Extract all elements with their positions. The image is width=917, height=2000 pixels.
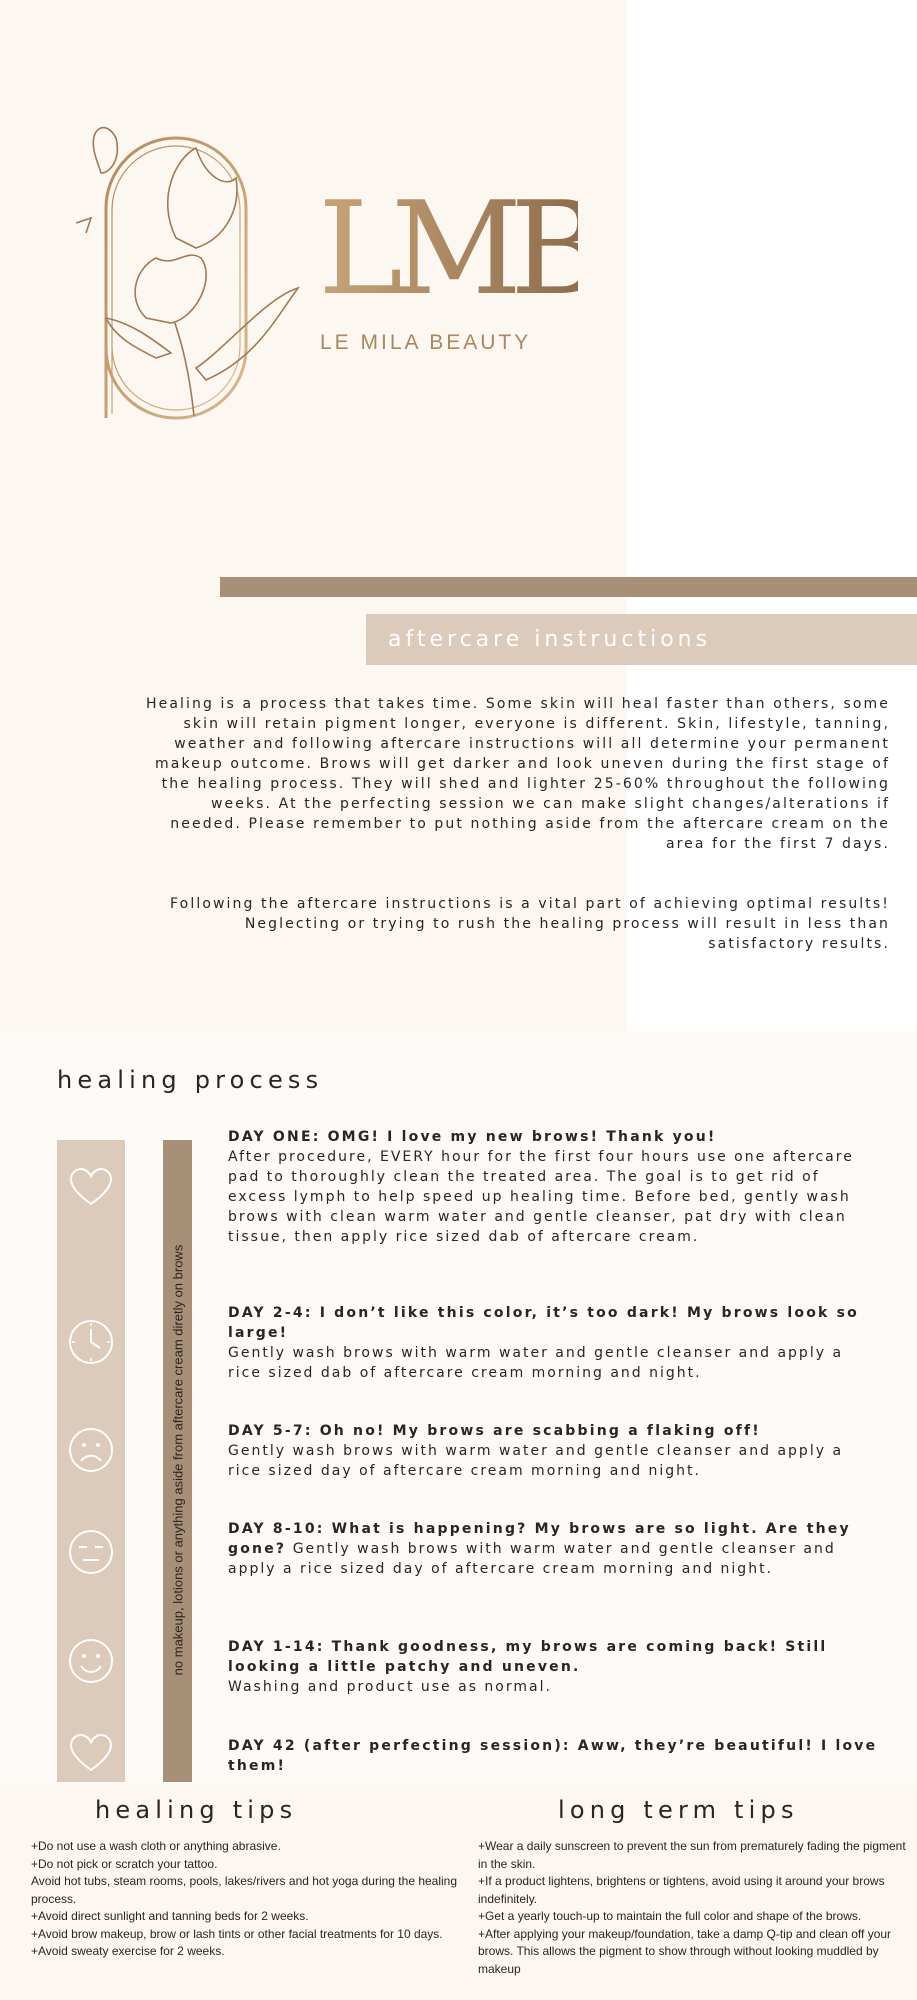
day-2-title: DAY 2-4: I don’t like this color, it’s too dark! My brows look so large! bbox=[228, 1305, 859, 1341]
day-5-title: DAY 1-14: Thank goodness, my brows are coming back! Still looking a little patchy and uneven. bbox=[228, 1639, 828, 1675]
day-5-entry bbox=[228, 1637, 880, 1697]
brand-monogram: LMB bbox=[318, 175, 593, 324]
list-item: +After applying your makeup/foundation, take a damp Q-tip and clean off your brows. This allows the pigment to show through without looking muddled by makeup bbox=[478, 1926, 892, 1976]
list-item: +Get a yearly touch-up to maintain the full color and shape of the brows. bbox=[478, 1909, 862, 1923]
day-3-title: DAY 5-7: Oh no! My brows are scabbing a flaking off! bbox=[228, 1423, 761, 1439]
day-4-title: DAY 8-10: What is happening? My brows are so light. Are they gone? bbox=[228, 1521, 851, 1557]
day-1-entry bbox=[228, 1127, 880, 1247]
list-item: +Do not use a wash cloth or anything abrasive. bbox=[31, 1839, 281, 1853]
intro-paragraph-2: Following the aftercare instructions is a vital part of achieving optimal results! Neglecting or trying to rush the healing process will result in less than satisfactory results. bbox=[170, 896, 890, 952]
page-title: aftercare instructions bbox=[366, 614, 917, 665]
clock-icon bbox=[67, 1318, 115, 1366]
day-5-text: Washing and product use as normal. bbox=[228, 1679, 552, 1695]
day-2-text: Gently wash brows with warm water and gentle cleanser and apply a rice sized dab of aftercare cream morning and night. bbox=[228, 1345, 844, 1381]
brand-name: LE MILA BEAUTY bbox=[320, 331, 532, 354]
day-2-entry bbox=[228, 1303, 880, 1383]
list-item: +If a product lightens, brightens or tightens, avoid using it around your brows indefinitely. bbox=[478, 1874, 885, 1906]
healing-tips-list bbox=[31, 1838, 461, 1961]
day-6-entry bbox=[228, 1736, 880, 1776]
side-note-text: no makeup, lotions or anything aside from aftercare cream diretly on brows bbox=[170, 1244, 186, 1676]
list-item: +Wear a daily sunscreen to prevent the sun from prematurely fading the pigment in the skin. bbox=[478, 1839, 906, 1871]
intro-paragraph-1: Healing is a process that takes time. Some skin will heal faster than others, some skin will retain pigment longer, everyone is different. Skin, lifestyle, tanning, weather and following aftercare instructions will all determine your permanent makeup outcome. Brows will get darker and look uneven during the first stage of the healing process. They will shed and lighter 25-60% throughout the following weeks. At the perfecting session we can make slight changes/alterations if needed. Please remember to put nothing aside from the aftercare cream on the area for the first 7 days. bbox=[146, 696, 890, 852]
list-item: Avoid hot tubs, steam rooms, pools, lakes/rivers and hot yoga during the healing process. bbox=[31, 1874, 458, 1906]
floral-logo-icon bbox=[76, 118, 308, 440]
list-item: +Avoid brow makeup, brow or lash tints or other facial treatments for 10 days. bbox=[31, 1926, 443, 1941]
heart-icon bbox=[67, 1164, 115, 1212]
sad-face-icon bbox=[67, 1426, 115, 1474]
list-item: +Avoid direct sunlight and tanning beds for 2 weeks. bbox=[31, 1909, 309, 1923]
list-item: +Do not pick or scratch your tattoo. bbox=[31, 1856, 218, 1871]
list-item: +Avoid sweaty exercise for 2 weeks. bbox=[31, 1944, 225, 1958]
healing-process-heading: healing process bbox=[57, 1066, 324, 1094]
healing-tips-heading: healing tips bbox=[95, 1796, 298, 1824]
day-3-entry bbox=[228, 1421, 880, 1481]
accent-band bbox=[220, 577, 917, 597]
day-1-text: After procedure, EVERY hour for the first four hours use one aftercare pad to thoroughly clean the treated area. The goal is to get rid of excess lymph to help speed up healing time. Before bed, gently wash brows with clean warm water and gentle cleanser, pat dry with clean tissue, then apply rice sized dab of aftercare cream. bbox=[228, 1149, 854, 1245]
unamused-face-icon bbox=[67, 1528, 115, 1576]
heart-icon bbox=[67, 1730, 115, 1778]
long-term-tips-list bbox=[478, 1838, 908, 1978]
day-1-title: DAY ONE: OMG! I love my new brows! Thank you! bbox=[228, 1129, 717, 1145]
day-4-text: Gently wash brows with warm water and gentle cleanser and apply a rice sized day of aftercare cream morning and night. bbox=[228, 1541, 836, 1577]
smile-face-icon bbox=[67, 1637, 115, 1685]
long-term-tips-heading: long term tips bbox=[558, 1796, 799, 1824]
day-4-entry bbox=[228, 1519, 880, 1579]
day-6-title: DAY 42 (after perfecting session): Aww, they’re beautiful! I love them! bbox=[228, 1738, 878, 1774]
day-3-text: Gently wash brows with warm water and gentle cleanser and apply a rice sized day of aftercare cream morning and night. bbox=[228, 1443, 844, 1479]
